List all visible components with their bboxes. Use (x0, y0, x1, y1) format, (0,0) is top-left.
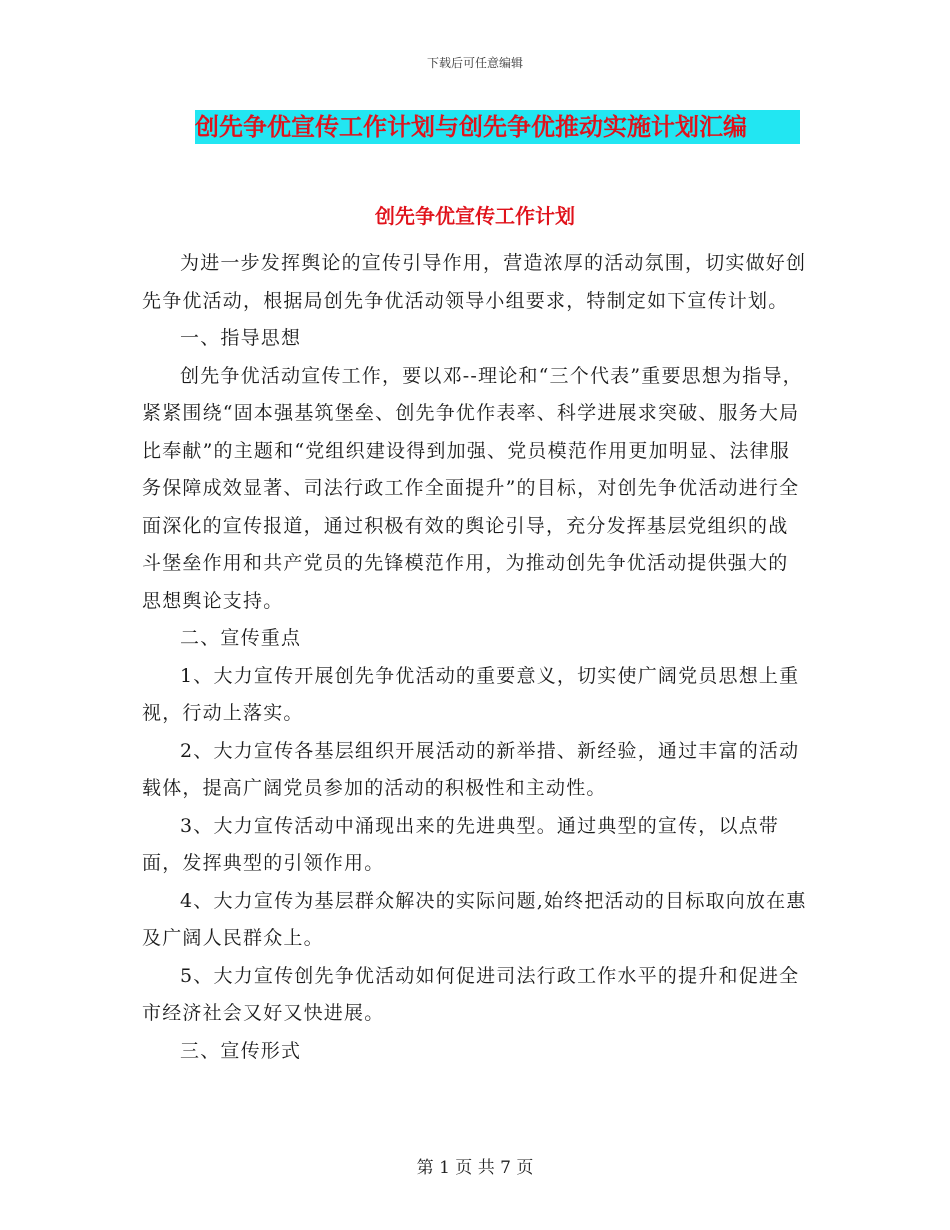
header-note: 下载后可任意编辑 (426, 56, 523, 70)
heading-guiding-thought: 一、指导思想 (180, 327, 302, 349)
paragraph-focus-1: 1、大力宣传开展创先争优活动的重要意义，切实使广阔党员思想上重视，行动上落实。 (142, 664, 800, 724)
page-indicator: 第 1 页 共 7 页 (416, 1158, 534, 1178)
paragraph-guiding-thought: 创先争优活动宣传工作，要以邓--理论和“三个代表”重要思想为指导，紧紧围绕“固本强基筑堡垒、创先争优作表率、科学进展求突破、服务大局比奉献”的主题和“党组织建设得到加强、党员模范作用更加明显、法律服务保障成效显著、司法行政工作全面提升”的目标，对创先争优活动进行全面深化的宣传报道，通过积极有效的舆论引导，充分发挥基层党组织的战斗堡垒作用和共产党员的先锋模范作用，为推动创先争优活动提供强大的思想舆论支持。 (142, 364, 803, 612)
paragraph-intro: 为进一步发挥舆论的宣传引导作用，营造浓厚的活动氛围，切实做好创先争优活动，根据局创先争优活动领导小组要求，特制定如下宣传计划。 (142, 252, 807, 312)
paragraph-focus-4: 4、大力宣传为基层群众解决的实际问题,始终把活动的目标取向放在惠及广阔人民群众上。 (142, 889, 807, 949)
main-title-highlight (195, 110, 800, 144)
heading-publicity-form: 三、宣传形式 (180, 1039, 302, 1062)
document-body (142, 245, 807, 1070)
paragraph-focus-2: 2、大力宣传各基层组织开展活动的新举措、新经验，通过丰富的活动载体，提高广阔党员参加的活动的积极性和主动性。 (142, 739, 800, 799)
heading-publicity-focus: 二、宣传重点 (180, 627, 302, 649)
document-sub-title: 创先争优宣传工作计划 (375, 204, 575, 228)
paragraph-focus-3: 3、大力宣传活动中涌现出来的先进典型。通过典型的宣传，以点带面，发挥典型的引领作用。 (142, 814, 780, 874)
document-main-title: 创先争优宣传工作计划与创先争优推动实施计划汇编 (195, 112, 747, 141)
paragraph-focus-5: 5、大力宣传创先争优活动如何促进司法行政工作水平的提升和促进全市经济社会又好又快进展。 (142, 964, 800, 1024)
